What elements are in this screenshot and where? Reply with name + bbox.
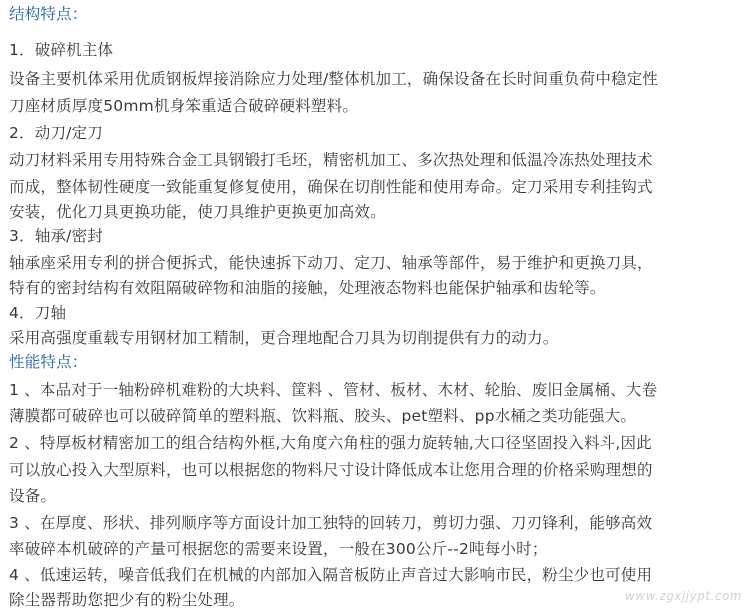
section-3-text-line: 轴承座采用专利的拼合便拆式，能快速拆下动刀、定刀、轴承等部件，易于维护和更换刀具， [9, 254, 653, 272]
performance-2-line: 设备。 [9, 487, 57, 505]
section-4-text-line: 采用高强度重载专用钢材加工精制，更合理地配合刀具为切削提供有力的动力。 [9, 329, 559, 347]
section-2-text-line: 动刀材料采用专用特殊合金工具钢锻打毛坯，精密机加工、多次热处理和低温冷冻热处理技术 [9, 151, 653, 169]
section-1-title: 1．破碎机主体 [9, 41, 114, 59]
performance-2-line: 2 、特厚板材精密加工的组合结构外框,大角度六角柱的强力旋转轴,大口径坚固投入料斗,因此 [9, 434, 652, 452]
section-3-text-line: 特有的密封结构有效阻隔破碎物和油脂的接触，处理液态物料也能保护轴承和齿轮等。 [9, 279, 606, 297]
performance-1-line: 1 、本品对于一轴粉碎机难粉的大块料、筐料 、管材、板材、木材、轮胎、废旧金属桶、大卷 [9, 381, 658, 399]
performance-2-line: 可以放心投入大型原料，也可以根据您的物料尺寸设计降低成本让您用合理的价格采购理想的 [9, 461, 653, 479]
section-4-title: 4．刀轴 [9, 304, 67, 322]
section-1-text-line: 刀座材质厚度50mm机身笨重适合破碎硬料塑料。 [9, 97, 359, 115]
performance-4-line: 除尘器帮助您把少有的粉尘处理。 [9, 591, 245, 609]
structure-heading: 结构特点： [9, 5, 88, 23]
performance-3-line: 3 、在厚度、形状、排列顺序等方面设计加工独特的回转刀，剪切力强、刀刃锋利，能够高效 [9, 514, 653, 532]
performance-3-line: 率破碎本机破碎的产量可根据您的需要来设置，一般在300公斤--2吨每小时； [9, 540, 548, 558]
section-3-title: 3．轴承/密封 [9, 227, 103, 245]
performance-heading: 性能特点： [9, 353, 88, 371]
section-2-title: 2．动刀/定刀 [9, 124, 103, 142]
section-2-text-line: 安装，优化刀具更换功能，使刀具维护更换更加高效。 [9, 203, 386, 221]
section-1-text-line: 设备主要机体采用优质钢板焊接消除应力处理/整体机加工，确保设备在长时间重负荷中稳定性 [9, 70, 659, 88]
performance-1-line: 薄膜都可破碎也可以破碎简单的塑料瓶、饮料瓶、胶头、pet塑料、pp水桶之类功能强大。 [9, 407, 637, 425]
section-2-text-line: 而成，整体韧性硬度一致能重复修复使用，确保在切削性能和使用寿命。定刀采用专利挂钩式 [9, 178, 653, 196]
performance-4-line: 4 、低速运转，噪音低我们在机械的内部加入隔音板防止声音过大影响市民，粉尘少也可使用 [9, 566, 653, 584]
watermark-text: www.zgxjjypt.com [624, 589, 742, 603]
